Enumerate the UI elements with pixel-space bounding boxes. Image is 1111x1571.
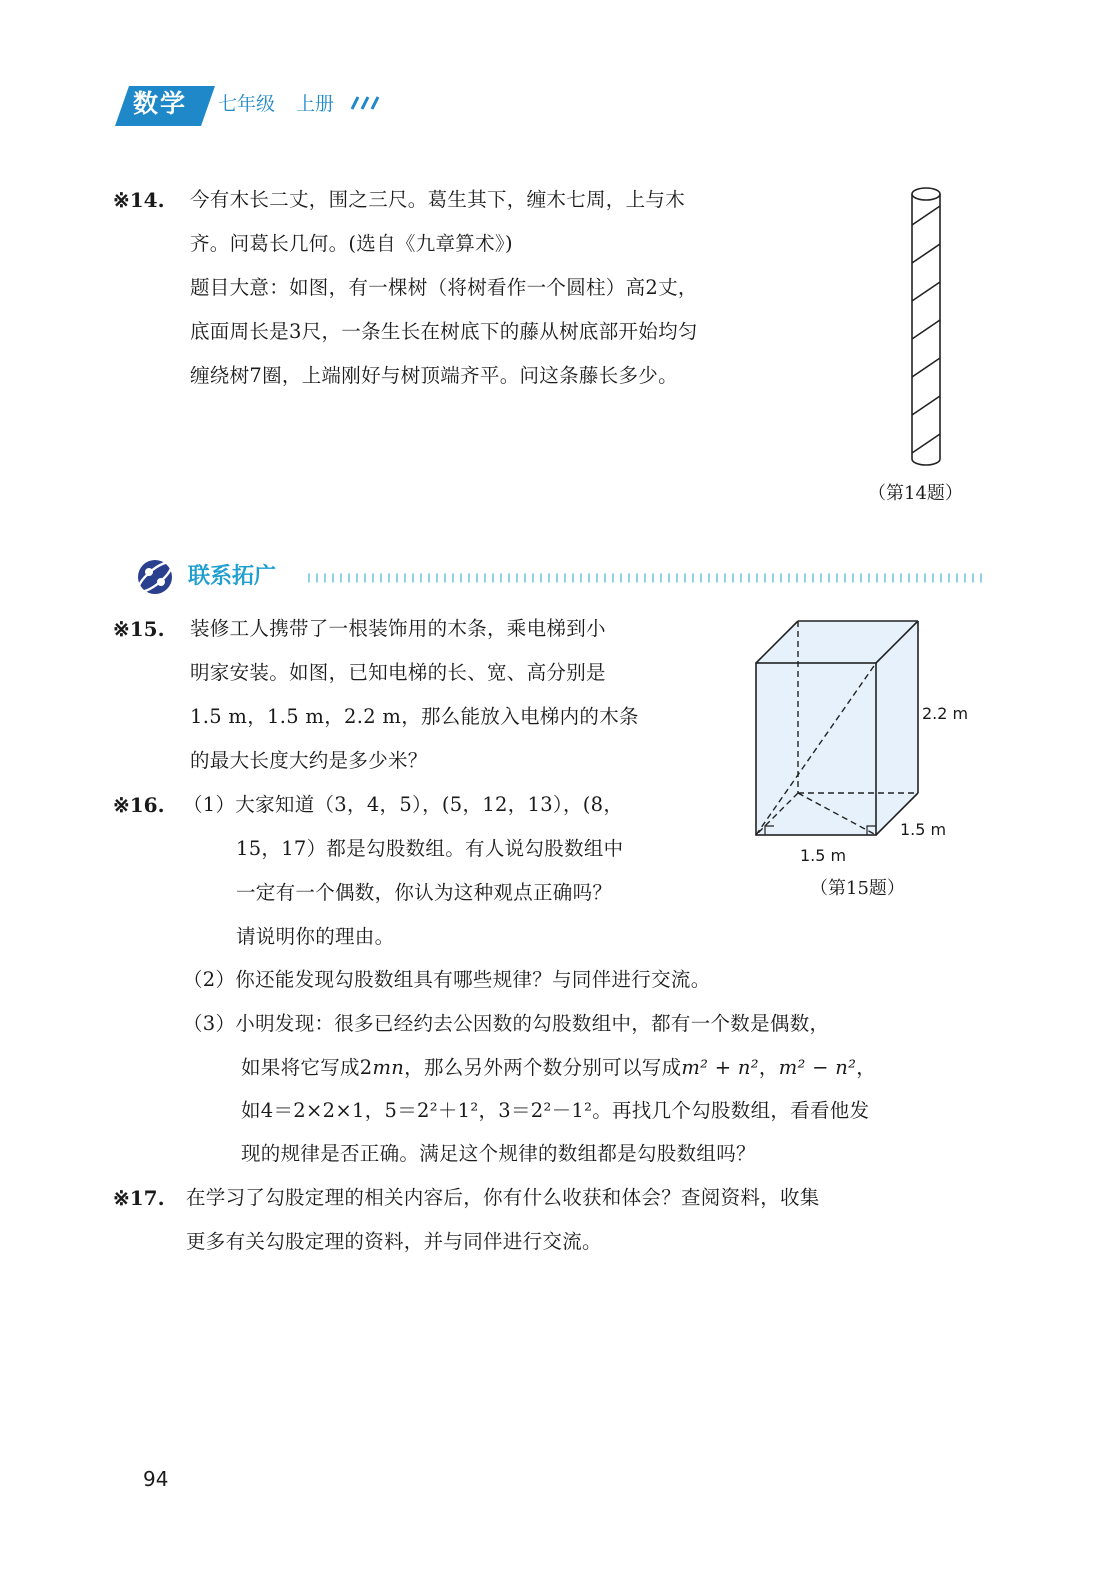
page-number: 94	[143, 1467, 169, 1491]
header-subject: 数学	[133, 89, 188, 118]
problem-16-part3-line-4: 现的规律是否正确。满足这个规律的数组都是勾股数组吗？	[241, 1142, 756, 1165]
figure-15-caption: （第15题）	[810, 878, 905, 899]
part3-line2-text-b: ，那么另外两个数分别可以写成	[404, 1056, 682, 1079]
part3-expression-difference: m² − n²	[778, 1056, 857, 1079]
problem-16-part1-line-3: 一定有一个偶数，你认为这种观点正确吗？	[236, 881, 613, 904]
problem-14-line-4: 底面周长是3尺，一条生长在树底下的藤从树底部开始均匀	[190, 320, 698, 343]
problem-16-part2: （2）你还能发现勾股数组具有哪些规律？与同伴进行交流。	[183, 968, 711, 991]
problem-16-part1-line-1: （1）大家知道（3，4，5），(5，12，13），(8，	[183, 793, 624, 816]
problem-16-part3-line-2	[241, 1054, 876, 1082]
planet-icon	[133, 555, 177, 599]
problem-17-number: ※17.	[113, 1186, 165, 1210]
box-width-label: 1.5 m	[900, 820, 947, 839]
box-height-label: 2.2 m	[922, 704, 969, 723]
part3-expression-sum: m² + n²	[681, 1056, 759, 1079]
header-volume: 上册	[296, 93, 335, 115]
part3-line2-mn: mn	[372, 1056, 405, 1079]
problem-15-number: ※15.	[113, 617, 165, 641]
problem-14-line-1: 今有木长二丈，围之三尺。葛生其下，缠木七周，上与木	[190, 188, 686, 211]
problem-16-part1-line-4: 请说明你的理由。	[236, 925, 395, 948]
box-length-label: 1.5 m	[800, 846, 847, 865]
section-divider	[308, 573, 988, 583]
part3-line2-separator: ，	[758, 1056, 779, 1079]
problem-16-part1-line-2: 15，17）都是勾股数组。有人说勾股数组中	[236, 837, 624, 860]
header-slash-decoration	[344, 95, 380, 111]
problem-15-line-1: 装修工人携带了一根装饰用的木条，乘电梯到小	[190, 617, 606, 640]
problem-16-part3-line-3: 如4＝2×2×1，5＝2²＋1²，3＝2²－1²。再找几个勾股数组，看看他发	[241, 1099, 870, 1122]
problem-17-line-1: 在学习了勾股定理的相关内容后，你有什么收获和体会？查阅资料，收集	[186, 1186, 820, 1209]
part3-line2-text-a: 如果将它写成2	[241, 1056, 373, 1079]
problem-14-line-3: 题目大意：如图，有一棵树（将树看作一个圆柱）高2丈，	[190, 276, 698, 299]
part3-line2-end: ，	[856, 1056, 877, 1079]
problem-14-line-2: 齐。问葛长几何。(选自《九章算术》)	[190, 232, 513, 255]
problem-15-line-2: 明家安装。如图，已知电梯的长、宽、高分别是	[190, 661, 606, 684]
figure-14-caption: （第14题）	[868, 483, 963, 504]
problem-17-line-2: 更多有关勾股定理的资料，并与同伴进行交流。	[186, 1230, 602, 1253]
problem-15-line-3: 1.5 m，1.5 m，2.2 m，那么能放入电梯内的木条	[190, 705, 639, 728]
problem-16-number: ※16.	[113, 793, 165, 817]
header-grade: 七年级	[218, 93, 276, 115]
problem-14-number: ※14.	[113, 188, 165, 212]
problem-15-line-4: 的最大长度大约是多少米？	[190, 749, 428, 772]
elevator-box-figure	[750, 615, 930, 845]
problem-16-part3-line-1: （3）小明发现：很多已经约去公因数的勾股数组中，都有一个数是偶数，	[183, 1012, 830, 1035]
cylinder-vine-figure	[900, 184, 952, 474]
section-title: 联系拓广	[188, 564, 277, 589]
problem-14-line-5: 缠绕树7圈，上端刚好与树顶端齐平。问这条藤长多少。	[190, 364, 678, 387]
